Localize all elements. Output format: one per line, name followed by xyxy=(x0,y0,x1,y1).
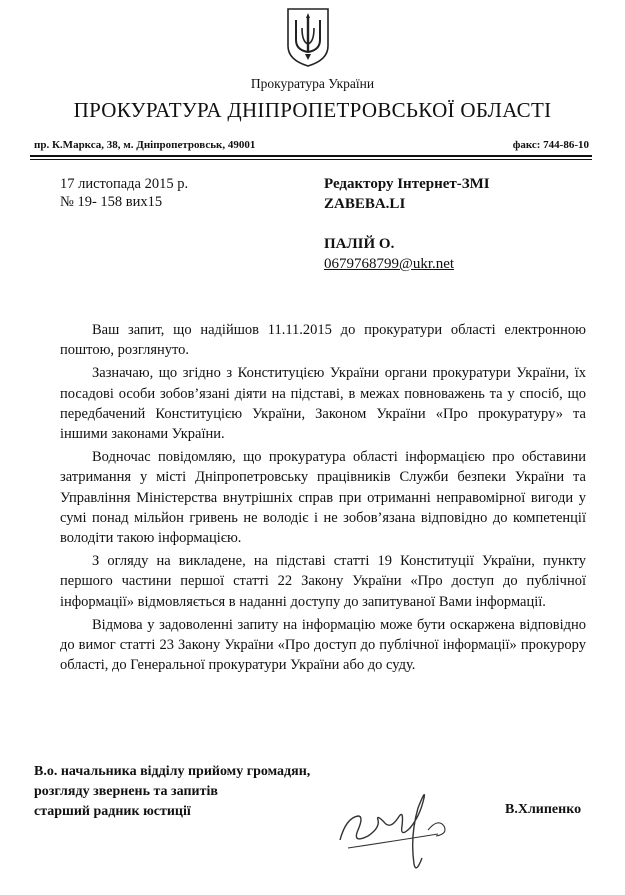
body-paragraph-2: Зазначаю, що згідно з Конституцією України органи прокуратури України, їх посадові особи зобов’язані діяти на підставі, в межах повноважень та у спосіб, що передбачений Конституцією України, Законом України «Про прокуратуру» та іншими законами України. xyxy=(60,365,586,443)
agency-fax: факс: 744-86-10 xyxy=(512,139,589,151)
recipient-line-2: ZABEBA.LI xyxy=(324,196,406,212)
recipient-line-1: Редактору Інтернет-ЗМІ xyxy=(324,176,490,192)
body-paragraph-1: Ваш запит, що надійшов 11.11.2015 до прокуратури області електронною поштою, розглянуто. xyxy=(60,322,586,359)
recipient-email-link[interactable]: 0679768799@ukr.net xyxy=(324,256,455,272)
body-paragraph-5: Відмова у задоволенні запиту на інформацію може бути оскаржена відповідно до вимог статті 23 Закону України «Про доступ до публічної інформації» прокурору області, до Генеральної прокуратури України або до суду. xyxy=(60,616,586,674)
letter-number: № 19- 158 вих15 xyxy=(60,194,163,210)
body-paragraph-4: З огляду на викладене, на підставі статті 19 Конституції України, пункту першого частини першої статті 22 Закону України «Про доступ до публічної інформації» відмовляється в наданні доступу до запитуваної Вами інформації. xyxy=(60,553,586,610)
agency-main-title: ПРОКУРАТУРА ДНІПРОПЕТРОВСЬКОЇ ОБЛАСТІ xyxy=(73,98,552,122)
signer-name: В.Хлипенко xyxy=(505,802,582,817)
agency-address: пр. К.Маркса, 38, м. Дніпропетровськ, 49001 xyxy=(34,139,256,151)
header-rule-thin xyxy=(30,159,592,160)
recipient-name: ПАЛІЙ О. xyxy=(324,236,395,252)
trident-coat-of-arms-icon xyxy=(285,6,331,68)
signature-title-line-2: розгляду звернень та запитів xyxy=(34,784,218,799)
body-paragraph-3: Водночас повідомляю, що прокуратура області інформацією про обставини затримання у місті Дніпропетровську працівників Служби безпеки України та Управління Міністерства внутрішніх справ при отриманні неправомірної вигоди у сумі понад мільйон гривень не володіє і не зобов’язана відповідно до компетенції володіти такою інформацією. xyxy=(60,449,586,547)
letter-body xyxy=(60,320,586,678)
header-rule-thick xyxy=(30,155,592,157)
handwritten-signature-icon xyxy=(328,778,478,878)
agency-small-title: Прокуратура України xyxy=(250,76,375,91)
signature-title-line-3: старший радник юстиції xyxy=(34,804,191,819)
signature-title-line-1: В.о. начальника відділу прийому громадян, xyxy=(34,764,311,779)
signature-title-block xyxy=(34,762,310,822)
letter-date: 17 листопада 2015 р. xyxy=(60,176,189,192)
